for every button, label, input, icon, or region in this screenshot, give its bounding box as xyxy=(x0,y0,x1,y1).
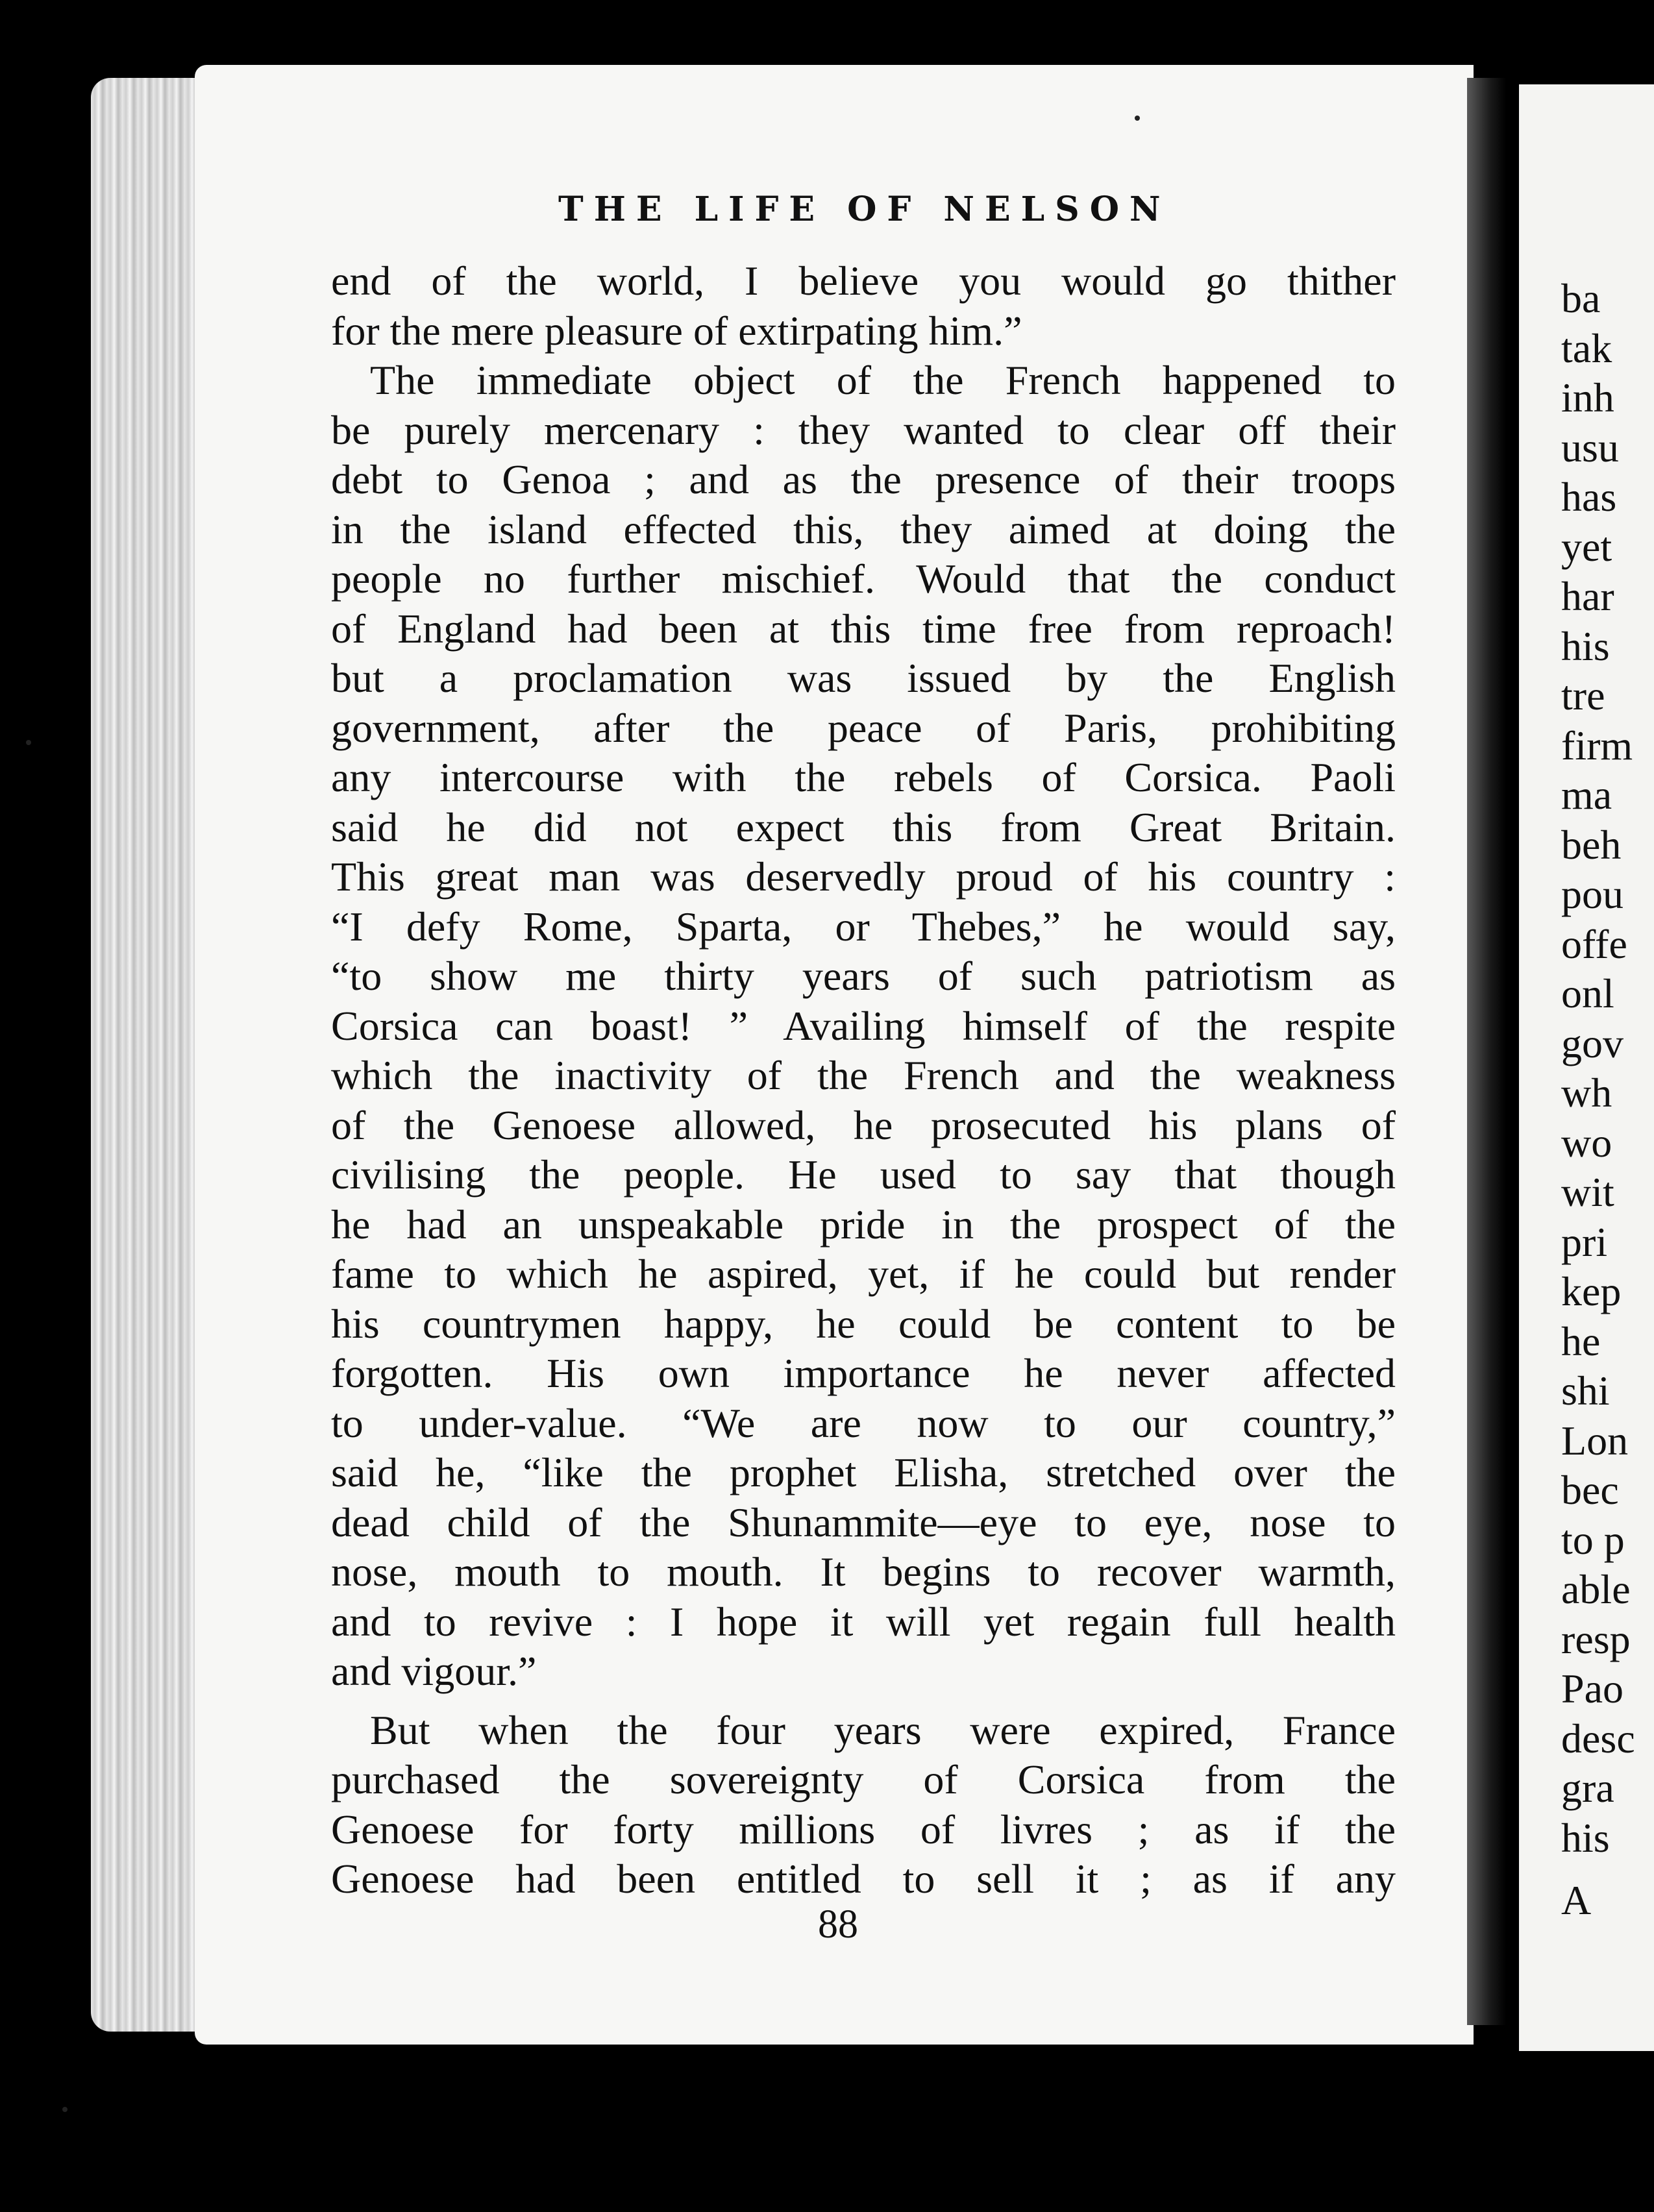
facing-page-fragment: ma xyxy=(1561,772,1612,818)
page-edges xyxy=(91,78,208,2032)
text-line: purchased the sovereignty of Corsica from the xyxy=(331,1756,1396,1802)
facing-page-fragment: wit xyxy=(1561,1169,1614,1215)
book-gutter xyxy=(1467,78,1506,2025)
dust-speck xyxy=(1135,116,1140,121)
facing-page-fragment: beh xyxy=(1561,821,1622,868)
text-line: fame to which he aspired, yet, if he could but render xyxy=(331,1251,1396,1297)
text-line: and to revive : I hope it will yet regain full health xyxy=(331,1598,1396,1645)
facing-page-fragment: inh xyxy=(1561,375,1614,421)
facing-page-fragment: tak xyxy=(1561,325,1612,371)
text-line: Genoese for forty millions of livres ; as if the xyxy=(331,1806,1396,1852)
facing-page-fragment: offe xyxy=(1561,920,1627,967)
dust-speck xyxy=(62,2107,68,2112)
text-line: dead child of the Shunammite—eye to eye, nose to xyxy=(331,1499,1396,1545)
facing-page-fragment: A xyxy=(1561,1877,1592,1923)
text-line: people no further mischief. Would that the conduct xyxy=(331,556,1396,602)
facing-page-fragment: onl xyxy=(1561,970,1614,1016)
facing-page-fragment: pri xyxy=(1561,1218,1608,1265)
paragraph-gap xyxy=(1561,1863,1652,1876)
facing-page-fragment: shi xyxy=(1561,1368,1610,1414)
text-line: which the inactivity of the French and the weakness xyxy=(331,1052,1396,1098)
facing-page-fragment: yet xyxy=(1561,523,1612,570)
text-line: of England had been at this time free from reproach! xyxy=(331,605,1396,652)
text-line: he had an unspeakable pride in the prospect of the xyxy=(331,1201,1396,1247)
text-line: of the Genoese allowed, he prosecuted his plans of xyxy=(331,1101,1396,1148)
facing-page-fragment: har xyxy=(1561,573,1614,619)
text-line: to under-value. “We are now to our country,” xyxy=(331,1399,1396,1446)
facing-page-fragment: kep xyxy=(1561,1268,1622,1314)
text-line: civilising the people. He used to say that though xyxy=(331,1151,1396,1198)
facing-page-fragment: desc xyxy=(1561,1715,1635,1762)
text-line: but a proclamation was issued by the English xyxy=(331,655,1396,701)
facing-page-fragment: Lon xyxy=(1561,1417,1629,1464)
facing-page-fragment: firm xyxy=(1561,722,1633,768)
text-line: Corsica can boast! ” Availing himself of the respite xyxy=(331,1002,1396,1049)
body-text xyxy=(331,256,1396,1904)
text-line: said he, “like the prophet Elisha, stretched over the xyxy=(331,1449,1396,1495)
facing-page-fragment: wo xyxy=(1561,1119,1612,1166)
text-line: government, after the peace of Paris, prohibiting xyxy=(331,704,1396,751)
facing-page-fragment: resp xyxy=(1561,1616,1631,1662)
dust-speck xyxy=(26,740,31,745)
text-line: any intercourse with the rebels of Corsica. Paoli xyxy=(331,754,1396,800)
facing-page-fragment: his xyxy=(1561,622,1610,669)
facing-page-fragment: he xyxy=(1561,1318,1601,1364)
page-number: 88 xyxy=(818,1902,858,1947)
facing-page-fragment: ba xyxy=(1561,275,1601,321)
facing-page-text xyxy=(1561,274,1652,1926)
paragraph-gap xyxy=(331,1697,1396,1706)
text-line: But when the four years were expired, France xyxy=(370,1706,1396,1753)
facing-page-fragment: tre xyxy=(1561,672,1605,719)
text-line: forgotten. His own importance he never affected xyxy=(331,1350,1396,1396)
facing-page-fragment: gra xyxy=(1561,1765,1614,1811)
text-line: The immediate object of the French happened to xyxy=(370,357,1396,403)
text-line: and vigour.” xyxy=(331,1648,537,1694)
facing-page-fragment: bec xyxy=(1561,1467,1619,1513)
text-line: Genoese had been entitled to sell it ; as if any xyxy=(331,1856,1396,1902)
facing-page-fragment: able xyxy=(1561,1566,1631,1612)
facing-page-fragment: pou xyxy=(1561,871,1623,917)
text-line: debt to Genoa ; and as the presence of their troops xyxy=(331,456,1396,502)
facing-page-fragment: wh xyxy=(1561,1070,1612,1116)
running-head: THE LIFE OF NELSON xyxy=(558,190,1171,229)
facing-page-fragment: to p xyxy=(1561,1516,1625,1563)
facing-page-fragment: has xyxy=(1561,474,1617,520)
text-line: for the mere pleasure of extirpating him.” xyxy=(331,307,1022,354)
facing-page-fragment: gov xyxy=(1561,1020,1623,1066)
facing-page-fragment: his xyxy=(1561,1814,1610,1861)
facing-page-fragment: usu xyxy=(1561,424,1619,471)
text-line: end of the world, I believe you would go thither xyxy=(331,258,1396,304)
text-line: “to show me thirty years of such patriotism as xyxy=(331,953,1396,999)
text-line: his countrymen happy, he could be content to be xyxy=(331,1300,1396,1347)
text-line: nose, mouth to mouth. It begins to recover warmth, xyxy=(331,1549,1396,1595)
text-line: This great man was deservedly proud of his country : xyxy=(331,854,1396,900)
text-line: be purely mercenary : they wanted to clear off their xyxy=(331,406,1396,453)
text-line: “I defy Rome, Sparta, or Thebes,” he would say, xyxy=(331,903,1396,950)
facing-page-fragment: Pao xyxy=(1561,1665,1623,1712)
text-line: said he did not expect this from Great Britain. xyxy=(331,804,1396,850)
text-line: in the island effected this, they aimed at doing the xyxy=(331,506,1396,552)
